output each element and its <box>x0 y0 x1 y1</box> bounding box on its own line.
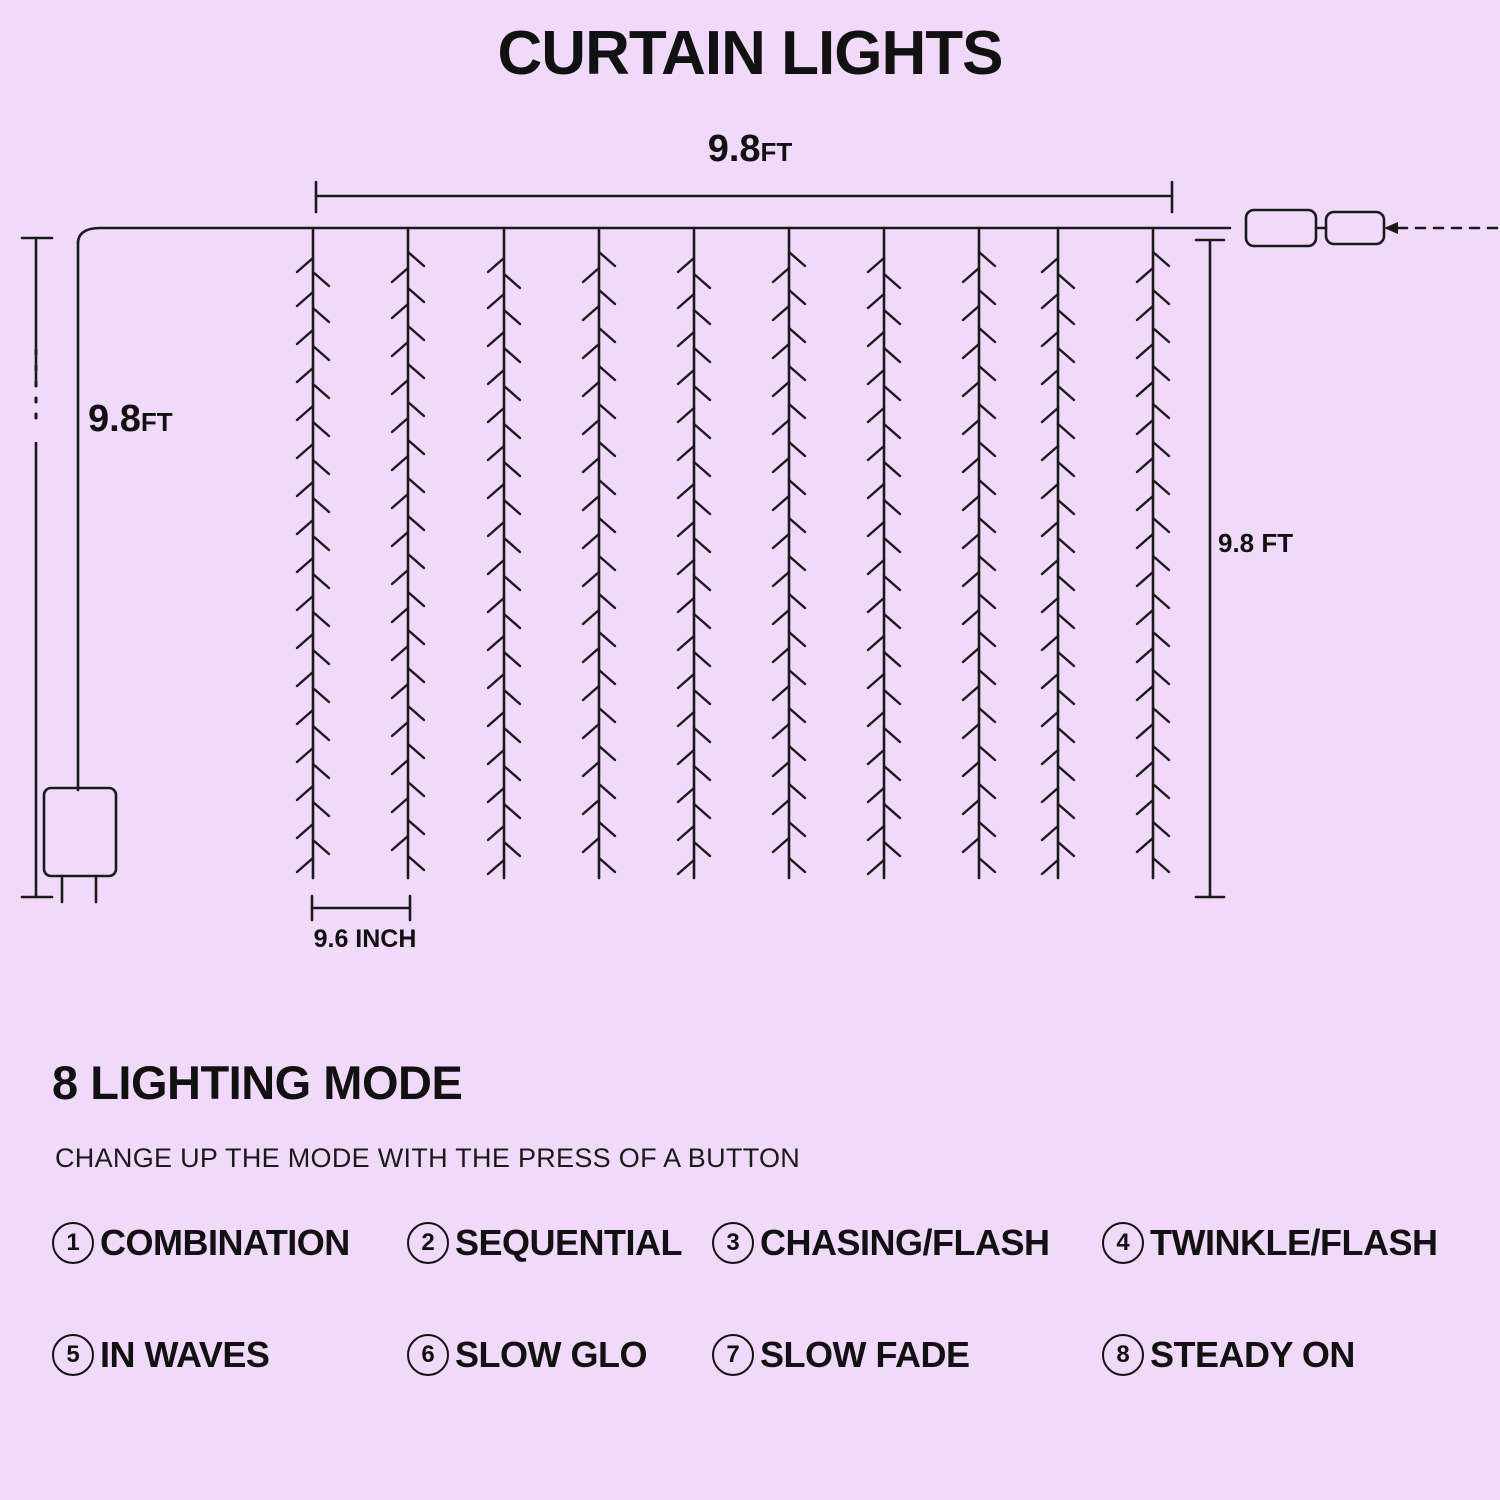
mode-number: 4 <box>1102 1222 1144 1264</box>
mode-number: 6 <box>407 1334 449 1376</box>
light-strand <box>678 228 710 878</box>
mode-label: TWINKLE/FLASH <box>1150 1222 1438 1263</box>
modes-heading: 8 LIGHTING MODE <box>52 1056 463 1109</box>
mode-number: 3 <box>712 1222 754 1264</box>
modes-list <box>52 1222 1452 1376</box>
power-adapter <box>44 788 116 902</box>
light-strand-group <box>297 228 1169 878</box>
mode-item <box>407 1222 712 1264</box>
spacing-dimension-line <box>312 896 410 920</box>
strand-spacing-label: 9.6 INCH <box>313 925 417 953</box>
mode-item <box>1102 1222 1452 1264</box>
mode-item <box>52 1334 407 1376</box>
page-title: CURTAIN LIGHTS <box>497 19 1003 88</box>
mode-label: CHASING/FLASH <box>760 1222 1050 1263</box>
mode-label: COMBINATION <box>100 1222 350 1263</box>
mode-label: STEADY ON <box>1150 1334 1355 1375</box>
light-strand <box>583 228 615 878</box>
right-dimension-line <box>1196 240 1224 897</box>
label-mask <box>22 382 58 442</box>
connector-plug <box>1246 210 1398 246</box>
mode-item <box>1102 1334 1452 1376</box>
mode-item <box>52 1222 407 1264</box>
width-value: 9.8 <box>707 128 761 170</box>
mode-number: 8 <box>1102 1334 1144 1376</box>
light-strand <box>297 228 329 878</box>
mode-label: SEQUENTIAL <box>455 1222 683 1263</box>
left-dimension-line <box>22 238 52 897</box>
light-strand <box>1137 228 1169 878</box>
mode-item <box>712 1334 1102 1376</box>
light-strand <box>488 228 520 878</box>
width-unit: FT <box>760 137 793 167</box>
mode-item <box>712 1222 1102 1264</box>
mode-number: 7 <box>712 1334 754 1376</box>
light-strand <box>773 228 805 878</box>
mode-label: SLOW FADE <box>760 1334 970 1375</box>
height-unit-left: FT <box>140 407 173 437</box>
top-dimension-line <box>316 182 1172 212</box>
light-strand <box>963 228 995 878</box>
light-strand <box>1042 228 1074 878</box>
mode-number: 1 <box>52 1222 94 1264</box>
mode-item <box>407 1334 712 1376</box>
light-strand <box>392 228 424 878</box>
mode-label: IN WAVES <box>100 1334 270 1375</box>
height-value-left: 9.8 <box>88 398 141 440</box>
mode-number: 5 <box>52 1334 94 1376</box>
height-dimension-label-right: 9.8 FT <box>1218 528 1294 558</box>
light-strand <box>868 228 900 878</box>
modes-subheading: CHANGE UP THE MODE WITH THE PRESS OF A BUTTON <box>55 1143 801 1173</box>
mode-number: 2 <box>407 1222 449 1264</box>
mode-label: SLOW GLO <box>455 1334 647 1375</box>
